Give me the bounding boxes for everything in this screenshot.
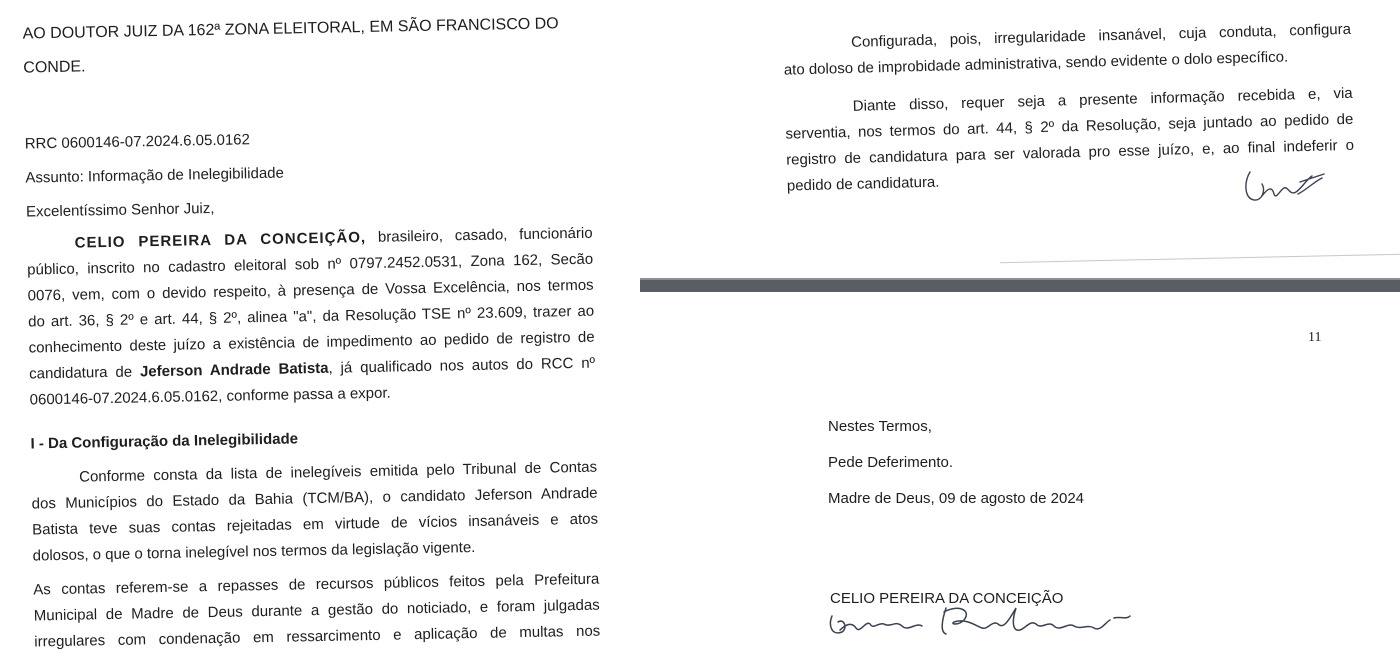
closing-request: Pede Deferimento. [828,454,954,471]
document-page-left [0,0,640,660]
p1-line-6-pre: candidatura de [29,363,141,383]
p3-line-2: Municipal de Madre de Deus durante a gestão do noticiado, e foram julgadas [33,596,600,625]
page-divider [640,278,1400,292]
paragraph-accounts [33,567,600,656]
page-number: 11 [1308,330,1322,345]
p1-line-7: 0600146-07.2024.6.05.0162, conforme passa a expor. [29,384,391,409]
p2-line-4: dolosos, o que o torna inelegível nos termos da legislação vigente. [32,538,476,565]
rrc-number: RRC 0600146-07.2024.6.05.0162 [24,131,251,153]
p2-line-2: dos Municípios do Estado da Bahia (TCM/BA), o candidato Jeferson Andrade [31,484,598,513]
candidate-name: Jeferson Andrade Batista [139,359,329,381]
paragraph-tcm [31,455,599,570]
addressee-line-2: CONDE. [23,58,86,77]
signer-name: CELIO PEREIRA DA CONCEIÇÃO [830,590,1064,607]
document-page-right-bottom [640,292,1400,660]
initials-signature [1240,160,1330,210]
rt-p2-line-1: Diante disso, requer seja a presente informação recebida e, via [852,84,1353,115]
subject-line: Assunto: Informação de Inelegibilidade [25,164,285,187]
petitioner-name: CELIO PEREIRA DA CONCEIÇÃO, [74,229,367,252]
p1-line-4: do art. 36, § 2º e art. 44, § 2º, alinea "a", da Resolução TSE nº 23.609, trazer ao [28,302,595,331]
paragraph-petitioner [26,221,595,414]
p1-line-5: conhecimento deste juízo a existência de impedimento ao pedido de registro de [28,328,595,357]
p3-line-3: irregulares com condenação em ressarcimento e aplicação de multas nos [34,622,601,651]
p1-line-1-rest: brasileiro, casado, funcionário [365,224,593,247]
salutation: Excelentíssimo Senhor Juiz, [25,199,215,221]
left-page-content [0,0,640,660]
document-page-right-top [770,0,1400,272]
p2-line-3: Batista teve suas contas rejeitadas em virtude de vícios insanáveis e atos [32,510,599,539]
p1-line-6-post: , já qualificado nos autos do RCC nº [328,354,596,377]
rt-p2-line-3: registro de candidatura para ser valorada pro esse juízo, e, ao final indeferir o [785,136,1355,169]
section-title: I - Da Configuração da Inelegibilidade [30,430,299,453]
addressee-line-1: AO DOUTOR JUIZ DA 162ª ZONA ELEITORAL, EM SÃO FRANCISCO DO [22,15,559,43]
p1-line-3: 0076, vem, com o devido respeito, à presença de Vossa Excelência, nos termos [27,276,594,305]
rt-p1-line-2: ato doloso de improbidade administrativa, sendo evidente o dolo específico. [783,48,1289,79]
page-divider-highlight [640,278,1400,280]
closing-terms: Nestes Termos, [828,418,932,435]
handwritten-signature [826,594,1146,646]
p1-line-2: público, inscrito no cadastro eleitoral sob nº 0797.2452.0531, Zona 162, Secão [27,250,594,279]
rt-p2-line-4: pedido de candidatura. [786,173,940,195]
rt-p1-line-1: Configurada, pois, irregularidade insanável, cuja conduta, configura [850,20,1352,51]
paragraph-conclusion [783,17,1352,84]
p3-line-1: As contas referem-se a repasses de recursos públicos feitos pela Prefeitura [33,570,600,599]
place-date: Madre de Deus, 09 de agosto de 2024 [828,490,1085,507]
right-top-content [770,0,1400,272]
p2-line-1: Conforme consta da lista de inelegíveis emitida pelo Tribunal de Contas [79,458,598,486]
rt-p2-line-2: serventia, nos termos do art. 44, § 2º da Resolução, seja juntado ao pedido de [785,110,1354,143]
